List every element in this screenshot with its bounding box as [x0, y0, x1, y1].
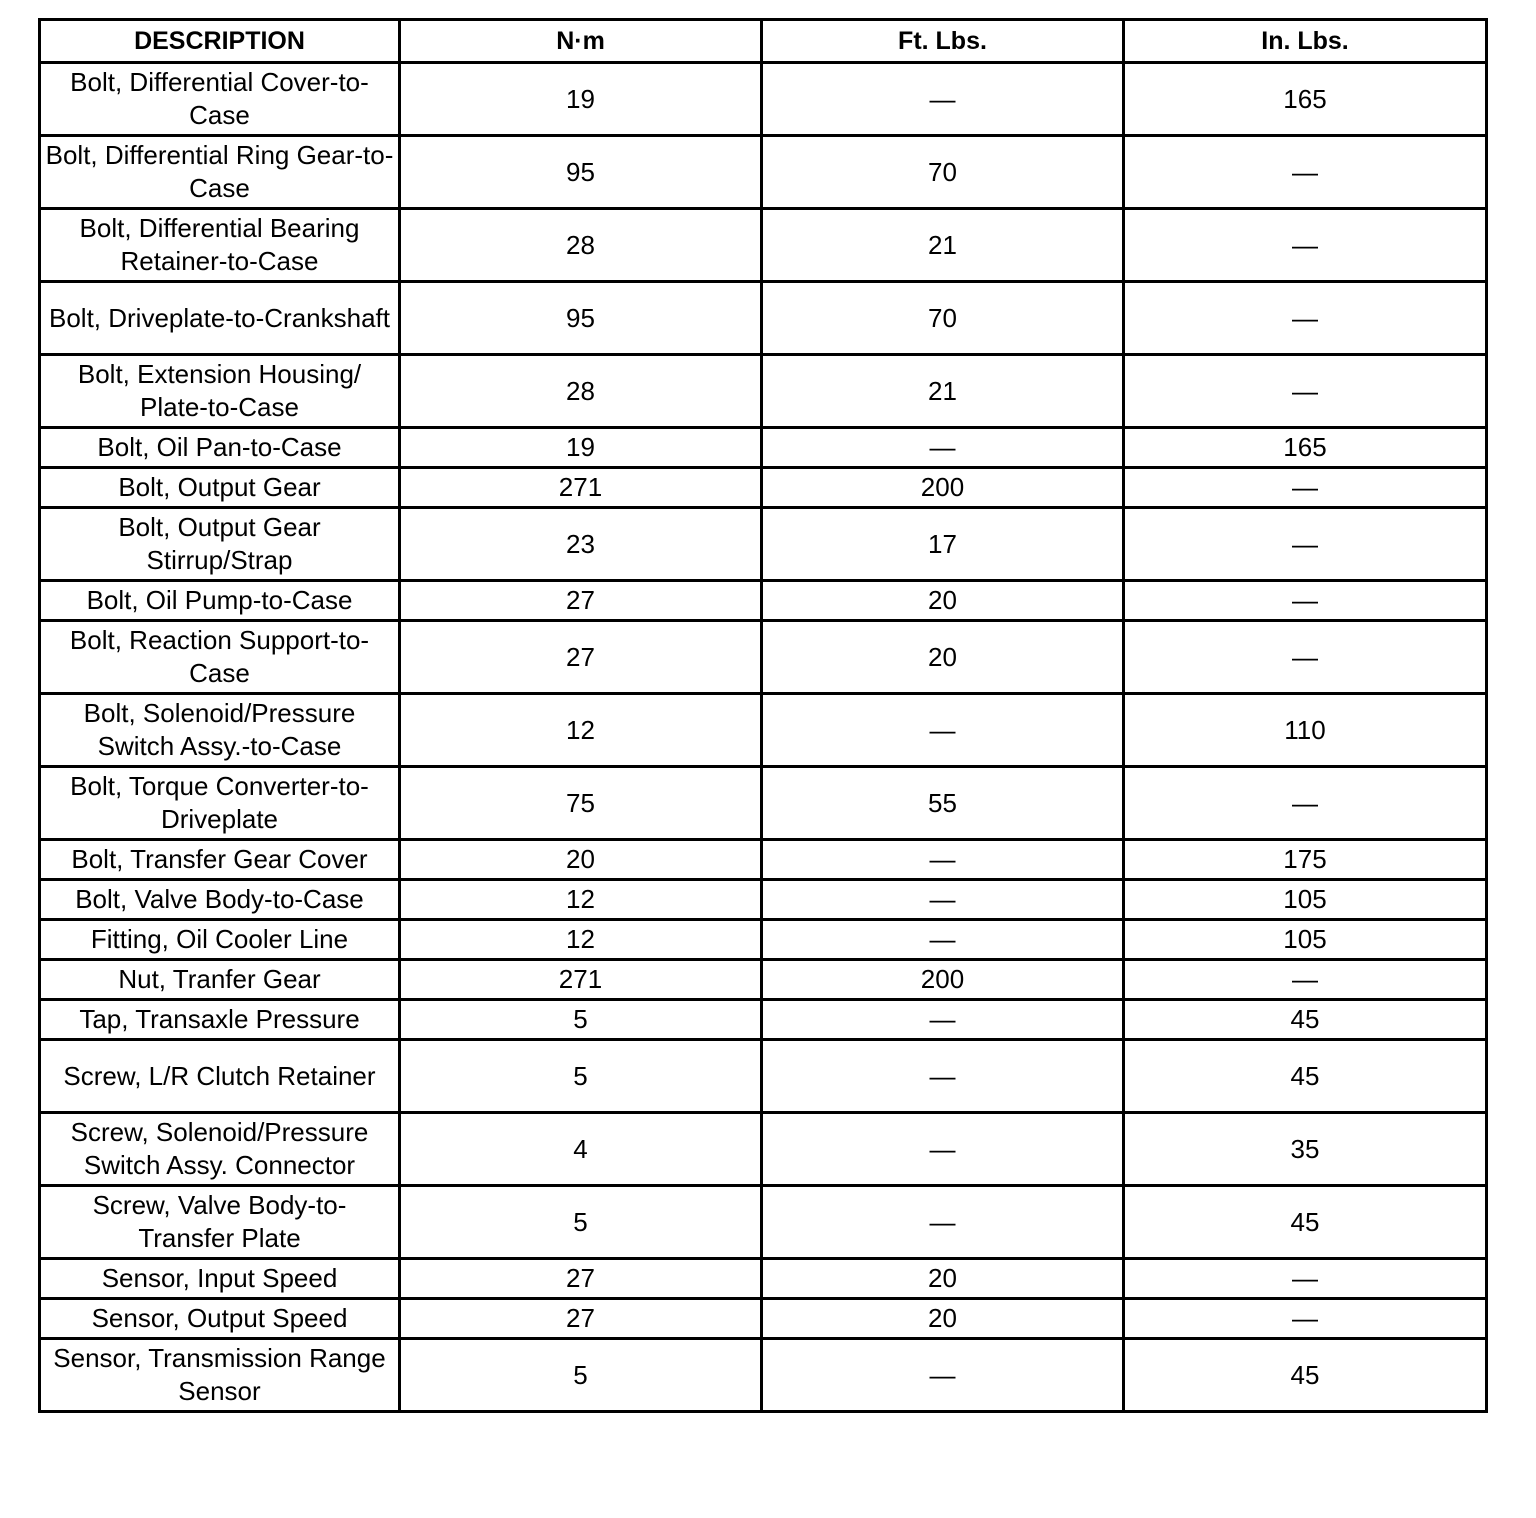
table-row [40, 355, 1487, 428]
cell-ft-lbs: — [762, 1040, 1124, 1113]
table-row [40, 1186, 1487, 1259]
table-row [40, 581, 1487, 621]
header-nm: N·m [400, 20, 762, 63]
table-row [40, 1259, 1487, 1299]
cell-nm: 27 [400, 1299, 762, 1339]
cell-in-lbs: 110 [1124, 694, 1487, 767]
cell-in-lbs: — [1124, 621, 1487, 694]
cell-ft-lbs: — [762, 1186, 1124, 1259]
cell-nm: 28 [400, 209, 762, 282]
table-row [40, 1040, 1487, 1113]
cell-nm: 12 [400, 920, 762, 960]
cell-ft-lbs: 70 [762, 136, 1124, 209]
cell-in-lbs: — [1124, 1259, 1487, 1299]
cell-ft-lbs: 20 [762, 1299, 1124, 1339]
table-row [40, 136, 1487, 209]
cell-in-lbs: — [1124, 282, 1487, 355]
table-row [40, 1299, 1487, 1339]
cell-in-lbs: 165 [1124, 63, 1487, 136]
cell-ft-lbs: — [762, 880, 1124, 920]
table-row [40, 1339, 1487, 1412]
cell-nm: 95 [400, 282, 762, 355]
table-row [40, 1000, 1487, 1040]
cell-in-lbs: 45 [1124, 1000, 1487, 1040]
cell-nm: 95 [400, 136, 762, 209]
cell-in-lbs: — [1124, 468, 1487, 508]
cell-ft-lbs: 20 [762, 621, 1124, 694]
table-row [40, 767, 1487, 840]
cell-description: Bolt, Differential Bearing Retainer-to-Case [40, 209, 400, 282]
cell-nm: 75 [400, 767, 762, 840]
cell-description: Bolt, Output Gear Stirrup/Strap [40, 508, 400, 581]
cell-in-lbs: 105 [1124, 880, 1487, 920]
table-row [40, 920, 1487, 960]
table-row [40, 880, 1487, 920]
cell-nm: 23 [400, 508, 762, 581]
cell-ft-lbs: — [762, 840, 1124, 880]
cell-in-lbs: 45 [1124, 1339, 1487, 1412]
cell-description: Nut, Tranfer Gear [40, 960, 400, 1000]
torque-spec-table [38, 18, 1488, 1413]
cell-ft-lbs: 21 [762, 209, 1124, 282]
cell-description: Bolt, Differential Ring Gear-to-Case [40, 136, 400, 209]
cell-nm: 12 [400, 880, 762, 920]
cell-ft-lbs: 200 [762, 468, 1124, 508]
table-body [40, 63, 1487, 1412]
cell-in-lbs: 175 [1124, 840, 1487, 880]
cell-nm: 5 [400, 1339, 762, 1412]
cell-ft-lbs: 55 [762, 767, 1124, 840]
table-row [40, 282, 1487, 355]
cell-in-lbs: — [1124, 767, 1487, 840]
cell-nm: 271 [400, 960, 762, 1000]
cell-ft-lbs: — [762, 1339, 1124, 1412]
cell-in-lbs: 45 [1124, 1040, 1487, 1113]
cell-description: Bolt, Solenoid/Pressure Switch Assy.-to-Case [40, 694, 400, 767]
cell-in-lbs: — [1124, 960, 1487, 1000]
cell-description: Sensor, Transmission Range Sensor [40, 1339, 400, 1412]
cell-nm: 4 [400, 1113, 762, 1186]
header-ft-lbs: Ft. Lbs. [762, 20, 1124, 63]
cell-ft-lbs: — [762, 1113, 1124, 1186]
cell-ft-lbs: — [762, 1000, 1124, 1040]
cell-nm: 28 [400, 355, 762, 428]
header-row [40, 20, 1487, 63]
cell-description: Screw, L/R Clutch Retainer [40, 1040, 400, 1113]
cell-in-lbs: — [1124, 508, 1487, 581]
table-row [40, 468, 1487, 508]
cell-ft-lbs: 200 [762, 960, 1124, 1000]
cell-in-lbs: — [1124, 581, 1487, 621]
cell-ft-lbs: — [762, 920, 1124, 960]
cell-description: Bolt, Driveplate-to-Crankshaft [40, 282, 400, 355]
table-row [40, 960, 1487, 1000]
table-row [40, 428, 1487, 468]
table-row [40, 621, 1487, 694]
header-in-lbs: In. Lbs. [1124, 20, 1487, 63]
cell-description: Bolt, Differential Cover-to-Case [40, 63, 400, 136]
cell-ft-lbs: 20 [762, 1259, 1124, 1299]
cell-in-lbs: 105 [1124, 920, 1487, 960]
table-row [40, 209, 1487, 282]
cell-in-lbs: — [1124, 1299, 1487, 1339]
table-row [40, 508, 1487, 581]
cell-ft-lbs: 17 [762, 508, 1124, 581]
cell-in-lbs: 45 [1124, 1186, 1487, 1259]
cell-description: Fitting, Oil Cooler Line [40, 920, 400, 960]
table-row [40, 1113, 1487, 1186]
table-row [40, 63, 1487, 136]
cell-description: Bolt, Valve Body-to-Case [40, 880, 400, 920]
cell-nm: 5 [400, 1000, 762, 1040]
cell-ft-lbs: 20 [762, 581, 1124, 621]
cell-ft-lbs: 70 [762, 282, 1124, 355]
cell-in-lbs: 165 [1124, 428, 1487, 468]
cell-in-lbs: 35 [1124, 1113, 1487, 1186]
cell-nm: 27 [400, 581, 762, 621]
cell-description: Bolt, Reaction Support-to-Case [40, 621, 400, 694]
cell-description: Bolt, Extension Housing/ Plate-to-Case [40, 355, 400, 428]
header-description: DESCRIPTION [40, 20, 400, 63]
cell-description: Bolt, Torque Converter-to-Driveplate [40, 767, 400, 840]
cell-description: Sensor, Output Speed [40, 1299, 400, 1339]
cell-description: Tap, Transaxle Pressure [40, 1000, 400, 1040]
cell-ft-lbs: — [762, 428, 1124, 468]
cell-ft-lbs: — [762, 63, 1124, 136]
cell-description: Screw, Solenoid/Pressure Switch Assy. Connector [40, 1113, 400, 1186]
cell-nm: 20 [400, 840, 762, 880]
cell-description: Sensor, Input Speed [40, 1259, 400, 1299]
cell-description: Screw, Valve Body-to-Transfer Plate [40, 1186, 400, 1259]
cell-description: Bolt, Oil Pump-to-Case [40, 581, 400, 621]
cell-nm: 19 [400, 428, 762, 468]
table-row [40, 840, 1487, 880]
cell-in-lbs: — [1124, 136, 1487, 209]
cell-nm: 271 [400, 468, 762, 508]
cell-description: Bolt, Output Gear [40, 468, 400, 508]
cell-nm: 27 [400, 621, 762, 694]
cell-in-lbs: — [1124, 209, 1487, 282]
cell-description: Bolt, Oil Pan-to-Case [40, 428, 400, 468]
cell-nm: 12 [400, 694, 762, 767]
cell-nm: 19 [400, 63, 762, 136]
cell-nm: 27 [400, 1259, 762, 1299]
cell-ft-lbs: 21 [762, 355, 1124, 428]
table-row [40, 694, 1487, 767]
cell-ft-lbs: — [762, 694, 1124, 767]
cell-nm: 5 [400, 1186, 762, 1259]
cell-nm: 5 [400, 1040, 762, 1113]
cell-in-lbs: — [1124, 355, 1487, 428]
cell-description: Bolt, Transfer Gear Cover [40, 840, 400, 880]
